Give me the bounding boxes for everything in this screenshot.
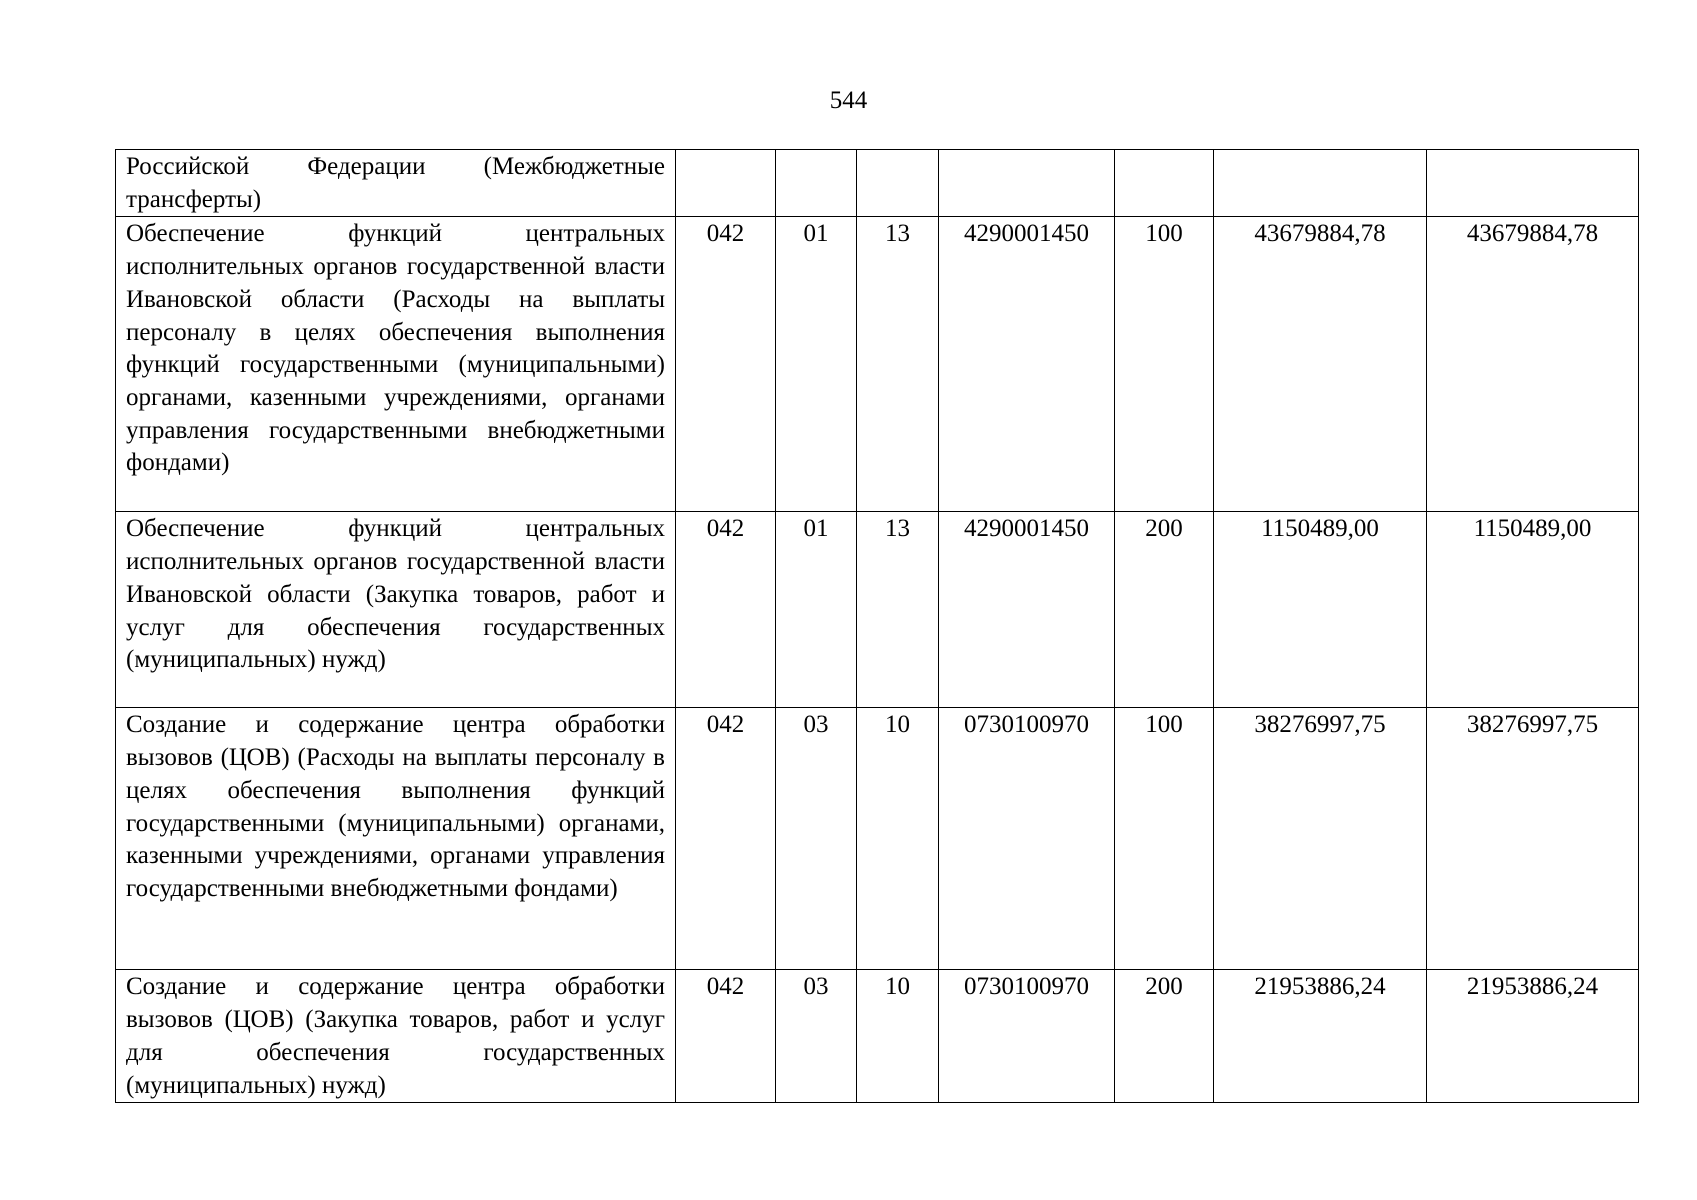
- row-description: Обеспечение функций центральных исполнительных органов государственной власти Ивановской области (Расходы на выплаты персоналу в целях обеспечения выполнения функций государственными (муниципальными) органами, казенными учреждениями, органами управления государственными внебюджетными фондами): [116, 217, 676, 512]
- row-subsection-code: [857, 150, 939, 217]
- row-target-item-code: 4290001450: [939, 217, 1115, 512]
- row-subsection-code: 13: [857, 512, 939, 708]
- row-amount-1: 38276997,75: [1214, 708, 1427, 970]
- row-ved-code: 042: [676, 217, 776, 512]
- row-section-code: 01: [776, 217, 857, 512]
- row-ved-code: 042: [676, 970, 776, 1103]
- row-target-item-code: [939, 150, 1115, 217]
- page-number: 544: [829, 87, 868, 114]
- row-expense-type-code: 100: [1115, 708, 1214, 970]
- row-subsection-code: 10: [857, 708, 939, 970]
- row-section-code: 01: [776, 512, 857, 708]
- row-amount-1: 21953886,24: [1214, 970, 1427, 1103]
- row-description: Создание и содержание центра обработки вызовов (ЦОВ) (Закупка товаров, работ и услуг для обеспечения государственных (муниципальных) нужд): [116, 970, 676, 1103]
- row-description: Создание и содержание центра обработки вызовов (ЦОВ) (Расходы на выплаты персоналу в целях обеспечения выполнения функций государственными (муниципальными) органами, казенными учреждениями, органами управления государственными внебюджетными фондами): [116, 708, 676, 970]
- row-section-code: [776, 150, 857, 217]
- row-amount-2: 38276997,75: [1427, 708, 1639, 970]
- row-amount-2: 1150489,00: [1427, 512, 1639, 708]
- row-amount-2: 43679884,78: [1427, 217, 1639, 512]
- row-amount-2: [1427, 150, 1639, 217]
- budget-table: [115, 149, 1639, 1103]
- row-amount-1: 43679884,78: [1214, 217, 1427, 512]
- row-ved-code: [676, 150, 776, 217]
- row-ved-code: 042: [676, 512, 776, 708]
- row-target-item-code: 4290001450: [939, 512, 1115, 708]
- row-ved-code: 042: [676, 708, 776, 970]
- row-target-item-code: 0730100970: [939, 970, 1115, 1103]
- row-amount-1: [1214, 150, 1427, 217]
- row-subsection-code: 10: [857, 970, 939, 1103]
- row-amount-2: 21953886,24: [1427, 970, 1639, 1103]
- row-subsection-code: 13: [857, 217, 939, 512]
- row-expense-type-code: [1115, 150, 1214, 217]
- row-section-code: 03: [776, 970, 857, 1103]
- table-row: [116, 708, 1639, 970]
- table-row: [116, 150, 1639, 217]
- row-expense-type-code: 200: [1115, 970, 1214, 1103]
- table-row: [116, 512, 1639, 708]
- row-description: Обеспечение функций центральных исполнительных органов государственной власти Ивановской области (Закупка товаров, работ и услуг для обеспечения государственных (муниципальных) нужд): [116, 512, 676, 708]
- row-expense-type-code: 200: [1115, 512, 1214, 708]
- row-description: Российской Федерации (Межбюджетные трансферты): [116, 150, 676, 217]
- row-target-item-code: 0730100970: [939, 708, 1115, 970]
- row-expense-type-code: 100: [1115, 217, 1214, 512]
- row-section-code: 03: [776, 708, 857, 970]
- table-row: [116, 217, 1639, 512]
- table-row: [116, 970, 1639, 1103]
- row-amount-1: 1150489,00: [1214, 512, 1427, 708]
